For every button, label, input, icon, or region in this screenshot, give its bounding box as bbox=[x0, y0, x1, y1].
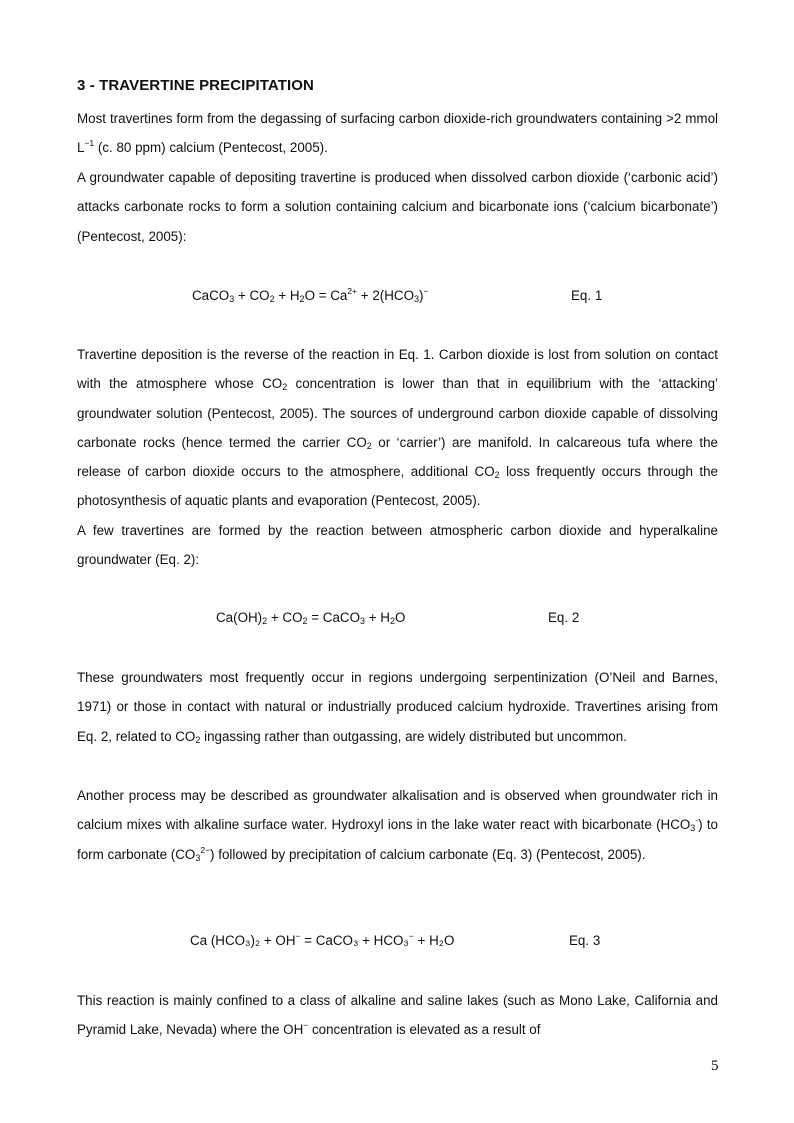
paragraph-4: A few travertines are formed by the reaction between atmospheric carbon dioxide and hyperalkaline groundwater (Eq. 2): bbox=[77, 523, 718, 568]
equation-2-label: Eq. 2 bbox=[548, 610, 580, 625]
equation-3: Ca (HCO₃)₂ + OH− = CaCO₃ + HCO₃− + H₂O bbox=[190, 931, 455, 948]
paragraph-6: Another process may be described as groundwater alkalisation and is observed when groundwater rich in calcium mixes with alkaline surface water. Hydroxyl ions in the lake water react with bicarbonate $(HCO_3^-)$ to form carbonate $(CO_3^{2-})$ followed by precipitation of calcium carbonate (Eq. 3) (Pentecost, 2005). bbox=[77, 788, 718, 863]
paragraph-1: Most travertines form from the degassing of surfacing carbon dioxide-rich groundwaters containing >2 mmol $L^{-1}$ (c. 80 ppm) calcium (Pentecost, 2005). bbox=[77, 111, 718, 156]
paragraph-7: This reaction is mainly confined to a class of alkaline and saline lakes (such as Mono Lake, California and Pyramid Lake, Nevada) where the OH− concentration is elevated as a result of bbox=[77, 993, 718, 1038]
paragraph-2: A groundwater capable of depositing travertine is produced when dissolved carbon dioxide (‘carbonic acid’) attacks carbonate rocks to form a solution containing calcium and bicarbonate ions (‘calcium bicarbonate’) (Pentecost, 2005): bbox=[77, 170, 718, 244]
paragraph-5: These groundwaters most frequently occur in regions undergoing serpentinization (O’Neil and Barnes, 1971) or those in contact with natural or industrially produced calcium hydroxide. Travertines arising from Eq. 2, related to $CO_2$ ingassing rather than outgassing, are widely distributed but uncommon. bbox=[77, 670, 718, 745]
equation-1: CaCO$_3$ + $CO_2 + H_2O = Ca^{2+} + 2(HCO_3)^-$ bbox=[192, 286, 429, 304]
page-number: 5 bbox=[711, 1058, 719, 1074]
equation-3-label: Eq. 3 bbox=[569, 933, 601, 948]
equation-2: $Ca(OH)_2 + CO_2$ = CaCO$_3$ + $H_2O$ bbox=[216, 610, 406, 626]
section-heading: 3 - TRAVERTINE PRECIPITATION bbox=[77, 77, 314, 94]
equation-1-label: Eq. 1 bbox=[571, 288, 603, 303]
paragraph-3: Travertine deposition is the reverse of the reaction in Eq. 1. Carbon dioxide is lost from solution on contact with the atmosphere whose $CO_2$ concentration is lower than that in equilibrium with the ‘attacking’ groundwater solution (Pentecost, 2005). The sources of underground carbon dioxide capable of dissolving carbonate rocks (hence termed the carrier $CO_2$ or ‘carrier’) are manifold. In calcareous tufa where the release of carbon dioxide occurs to the atmosphere, additional $CO_2$ loss frequently occurs through the photosynthesis of aquatic plants and evaporation (Pentecost, 2005). bbox=[77, 347, 718, 509]
